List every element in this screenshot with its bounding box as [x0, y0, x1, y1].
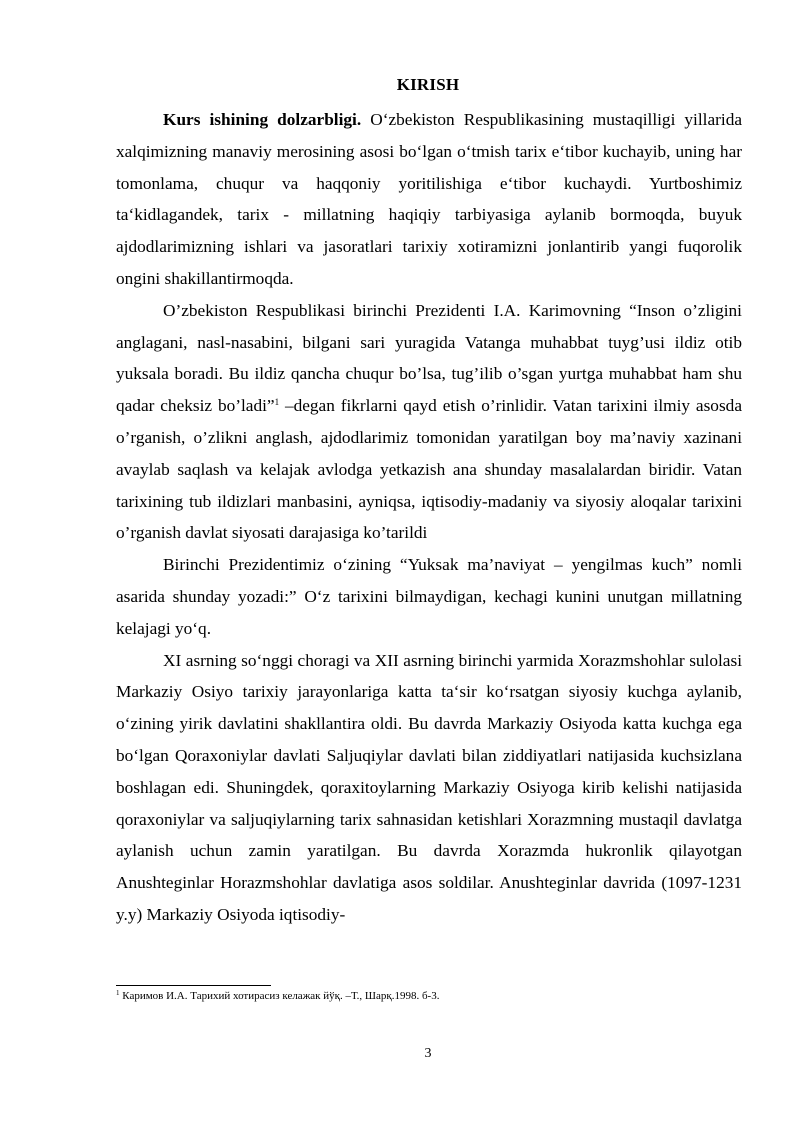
footnote	[116, 989, 439, 1003]
footnote-reference[interactable]: 1	[274, 397, 280, 408]
paragraph-relevance	[116, 104, 742, 295]
paragraph-text: –degan fikrlarni qayd etish o’rinlidir. Vatan tarixini ilmiy asosda o’rganish, o’zlikni anglash, ajdodlarimiz tomonidan yaratilgan boy ma’naviy xazinani avaylab saqlash va kelajak avlodga yetkazish ana shunday masalalardan biridir. Vatan tarixining tub ildizlari manbasini, ayniqsa, iqtisodiy-madaniy va siyosiy aloqalar tarixini o’rganish davlat siyosati darajasiga ko’tarildi	[116, 396, 742, 543]
paragraph-text: O‘zbekiston Respublikasining mustaqilligi yillarida xalqimizning manaviy merosining asosi bo‘lgan o‘tmish tarix e‘tibor kuchayib, uning har tomonlama, chuqur va haqqoniy yoritilishiga e‘tibor kuchaydi. Yurtboshimiz ta‘kidlagandek, tarix - millatning haqiqiy tarbiyasiga aylanib bormoqda, buyuk ajdodlarimizning ishlari va jasoratlari tarixiy xotiramizni jonlantirib yangi fuqorolik ongini shakillantirmoqda.	[116, 110, 743, 288]
footnote-marker: 1	[116, 989, 120, 997]
page-number: 3	[424, 1046, 432, 1061]
paragraph-khorezmshahs	[116, 645, 742, 931]
body-text	[116, 104, 742, 931]
paragraph-spirituality	[116, 549, 742, 644]
paragraph-text: Birinchi Prezidentimiz o‘zining “Yuksak ma’naviyat – yengilmas kuch” nomli asarida shunday yozadi:” O‘z tarixini bilmaydigan, kechagi kunini unutgan millatning kelajagi yo‘q.	[116, 555, 742, 638]
footnote-text: Каримов И.А. Тарихий хотирасиз келажак йўқ. –Т., Шарқ.1998. б-3.	[119, 990, 440, 1002]
paragraph-lead: Kurs ishining dolzarbligi.	[163, 110, 362, 129]
paragraph-karimov-quote	[116, 295, 742, 549]
paragraph-text: O’zbekiston Respublikasi birinchi Prezidenti I.A. Karimovning “Inson o’zligini anglagani, nasl-nasabini, bilgani sari yuragida Vatanga muhabbat tuyg’usi ildiz otib yuksala boradi. Bu ildiz qancha chuqur bo’lsa, tug’ilib o’sgan yurtga muhabbat ham shu qadar cheksiz bo’ladi”	[116, 300, 742, 416]
footnote-separator	[116, 985, 271, 986]
paragraph-text: XI asrning so‘nggi choragi va XII asrning birinchi yarmida Xorazmshohlar sulolasi Markaziy Osiyo tarixiy jarayonlariga katta ta‘sir ko‘rsatgan siyosiy kuchga aylanib, o‘zining yirik davlatini shakllantira oldi. Bu davrda Markaziy Osiyoda katta kuchga ega bo‘lgan Qoraxoniylar davlati Saljuqiylar davlati bilan ziddiyatlari natijasida kuchsizlana boshlagan edi. Shuningdek, qoraxitoylarning Markaziy Osiyoga kirib kelishi natijasida qoraxoniylar va saljuqiylarning tarix sahnasidan ketishlari Xorazmning mustaqil davlatga aylanish uchun zamin yaratilgan. Bu davrda Xorazmda hukronlik qilayotgan Anushteginlar Horazmshohlar davlatiga asos soldilar. Anushteginlar davrida (1097-1231 y.y) Markaziy Osiyoda iqtisodiy-	[116, 650, 742, 924]
page-title: KIRISH	[396, 75, 460, 94]
